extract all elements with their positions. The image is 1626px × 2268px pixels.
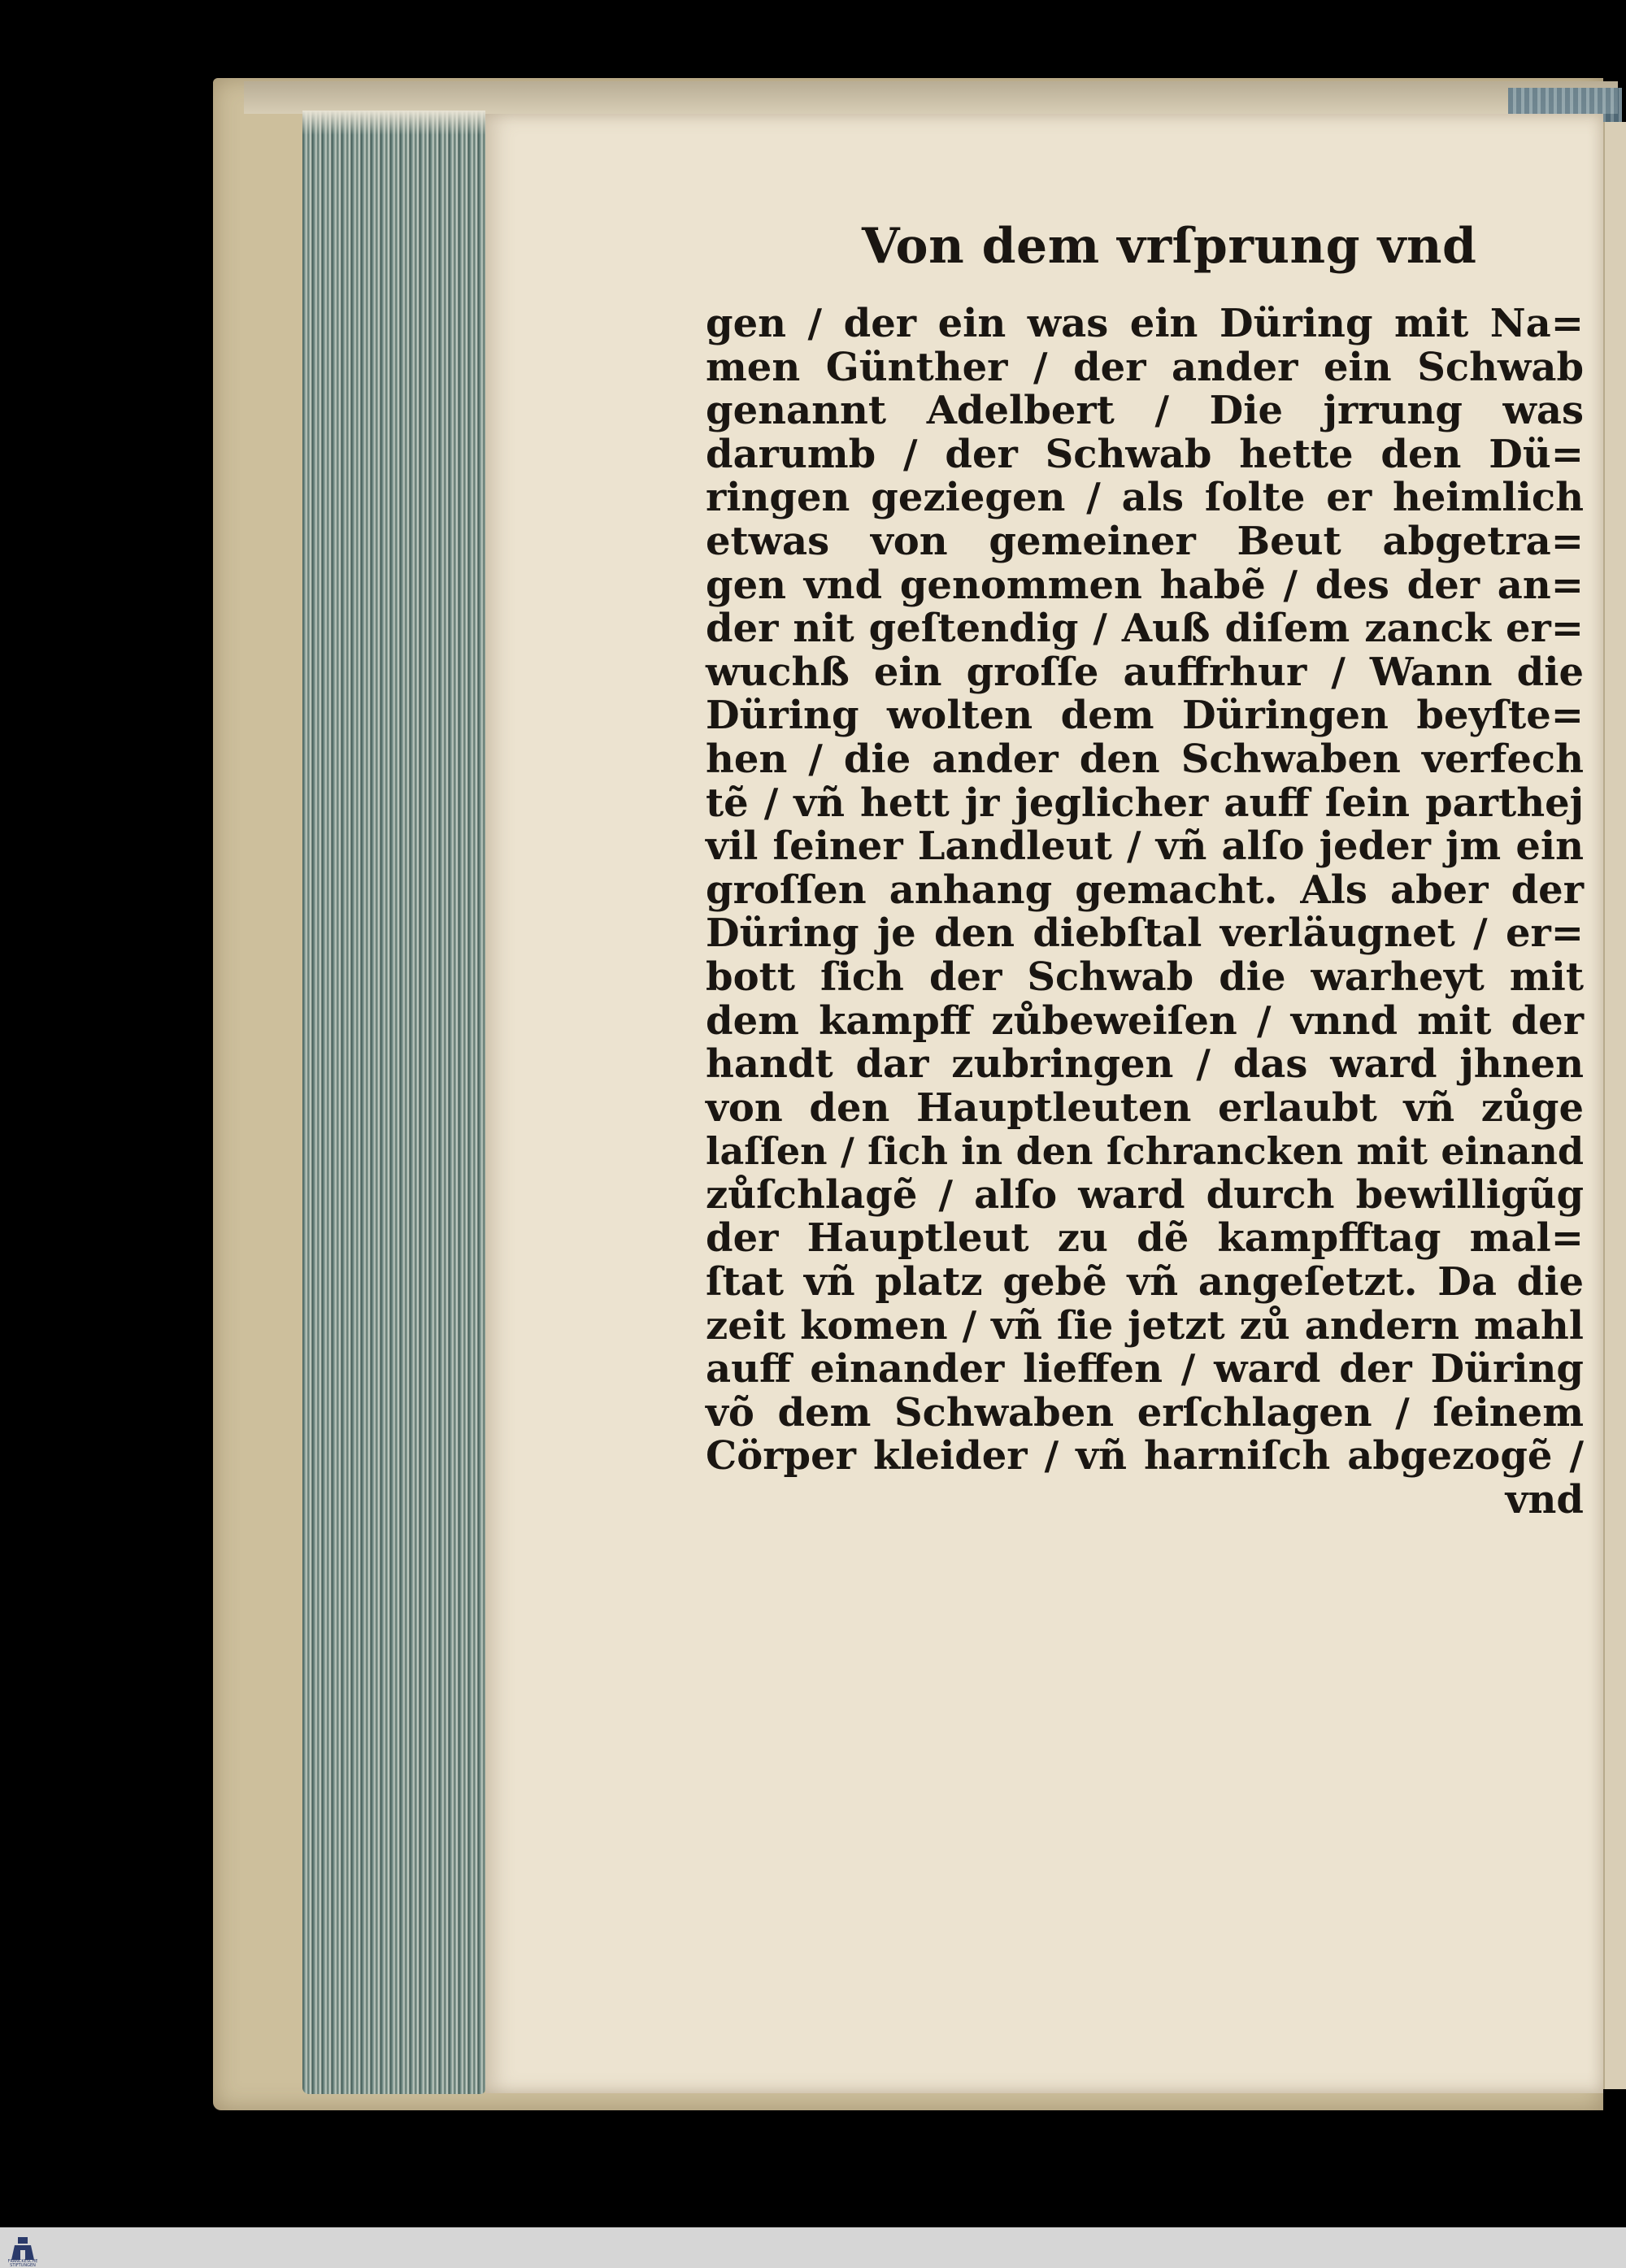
running-head: Von dem vrſprung vnd: [862, 218, 1477, 275]
book-cover-top-edge: [244, 81, 1618, 114]
text-line: genannt Adelbert / Die jrrung was: [706, 388, 1584, 434]
text-line: zůſchlagẽ / alſo ward durch bewilligũg: [706, 1171, 1584, 1218]
text-line: zeit komen / vñ ſie jetzt zů andern mahl: [706, 1302, 1584, 1349]
text-line: von den Hauptleuten erlaubt vñ zůge: [706, 1084, 1584, 1131]
text-line: dem kampff zůbeweiſen / vnnd mit der: [706, 997, 1584, 1044]
text-line: Düring je den diebſtal verläugnet / er=: [706, 910, 1584, 957]
text-line: auff einander lieffen / ward der Düring: [706, 1346, 1584, 1393]
text-block: [706, 302, 1584, 1523]
text-line: tẽ / vñ hett jr jeglicher auff ſein parthej: [706, 780, 1584, 826]
text-line: der nit geſtendig / Auß diſem zanck er=: [706, 606, 1584, 652]
text-line: vnd: [1505, 1477, 1584, 1523]
text-line: laſſen / ſich in den ſchrancken mit einand: [706, 1129, 1584, 1174]
facing-page-edge: [1603, 122, 1626, 2089]
text-line: men Günther / der ander ein Schwab: [706, 344, 1584, 390]
page-block-top: [302, 111, 485, 135]
text-line: handt dar zubringen / das ward jhnen: [706, 1041, 1584, 1088]
page-block-edges: [302, 111, 485, 2094]
text-line: hen / die ander den Schwaben verfech: [706, 736, 1584, 782]
text-line: bott ſich der Schwab die warheyt mit: [706, 954, 1584, 1000]
viewer-footer-bar: [0, 2227, 1626, 2268]
text-line: Düring wolten dem Düringen beyſte=: [706, 693, 1584, 739]
text-line: ringen geziegen / als ſolte er heimlich: [706, 475, 1584, 521]
library-logo-text: FRANCKESCHE STIFTUNGEN: [7, 2259, 38, 2268]
text-line: gen vnd genommen habẽ / des der an=: [706, 562, 1584, 608]
text-line: der Hauptleut zu dẽ kampfftag mal=: [706, 1215, 1584, 1262]
text-line: ſtat vñ platz gebẽ vñ angeſetzt. Da die: [706, 1259, 1584, 1306]
text-line: vil ſeiner Landleut / vñ alſo jeder jm ein: [706, 823, 1584, 870]
text-line: gen / der ein was ein Düring mit Na=: [706, 301, 1584, 346]
text-line: etwas von gemeiner Beut abgetra=: [706, 518, 1584, 564]
text-line: wuchß ein groſſe auffrhur / Wann die: [706, 649, 1584, 695]
text-line: groſſen anhang gemacht. Als aber der: [706, 867, 1584, 913]
text-line: võ dem Schwaben erſchlagen / ſeinem: [706, 1389, 1584, 1436]
text-line: Cörper kleider / vñ harniſch abgezogẽ /: [706, 1433, 1584, 1479]
text-line: darumb / der Schwab hette den Dü=: [706, 431, 1584, 477]
